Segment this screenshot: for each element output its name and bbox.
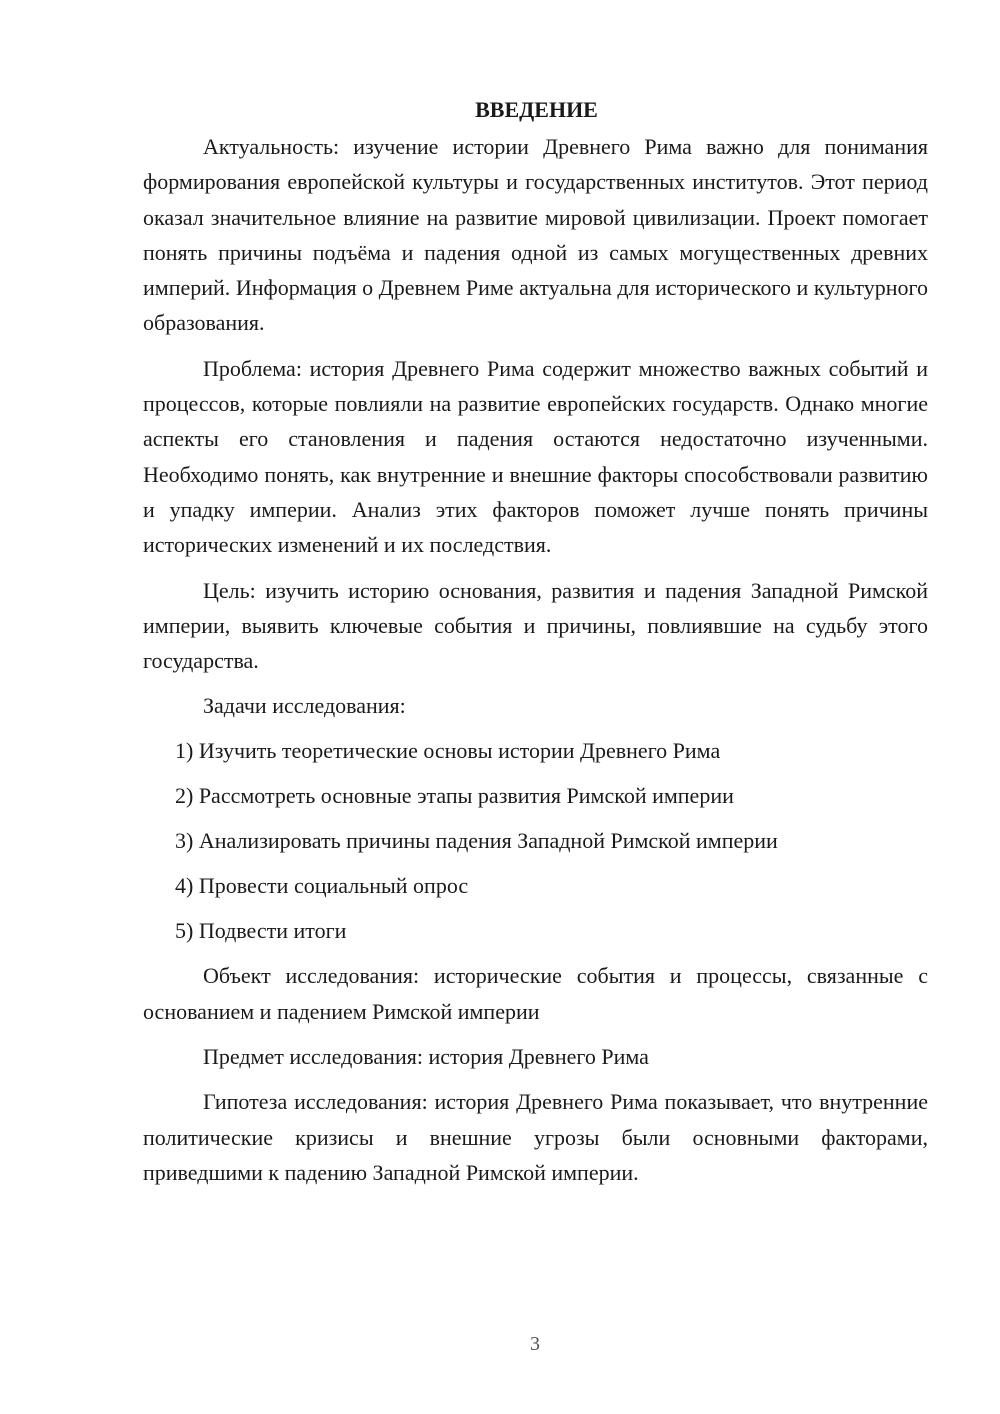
document-title: ВВЕДЕНИЕ	[475, 97, 598, 122]
paragraph-goal: Цель: изучить историю основания, развития и падения Западной Римской империи, выявить ключевые события и причины, повлиявшие на судьбу этого государства.	[143, 577, 928, 674]
document-page	[143, 92, 928, 1200]
list-item: 3) Анализировать причины падения Западной Римской империи	[175, 828, 778, 854]
list-item: 4) Провести социальный опрос	[175, 873, 469, 899]
list-item: 2) Рассмотреть основные этапы развития Римской империи	[175, 783, 734, 809]
paragraph-problem: Проблема: история Древнего Рима содержит множество важных событий и процессов, которые повлияли на развитие европейских государств. Однако многие аспекты его становления и падения остаются недостаточно изученными. Необходимо понять, как внутренние и внешние факторы способствовали развитию и упадку империи. Анализ этих факторов поможет лучше понять причины исторических изменений и их последствия.	[143, 355, 928, 558]
paragraph-relevance: Актуальность: изучение истории Древнего Рима важно для понимания формирования европейской культуры и государственных институтов. Этот период оказал значительное влияние на развитие мировой цивилизации. Проект помогает понять причины подъёма и падения одной из самых могущественных древних империй. Информация о Древнем Риме актуальна для исторического и культурного образования.	[143, 134, 928, 336]
list-item: 5) Подвести итоги	[175, 918, 347, 944]
page-number: 3	[530, 1333, 540, 1355]
paragraph-object: Объект исследования: исторические события и процессы, связанные с основанием и падением Римской империи	[143, 963, 928, 1024]
paragraph-hypothesis: Гипотеза исследования: история Древнего Рима показывает, что внутренние политические кризисы и внешние угрозы были основными факторами, приведшими к падению Западной Римской империи.	[143, 1089, 928, 1185]
paragraph-subject: Предмет исследования: история Древнего Рима	[203, 1044, 649, 1070]
tasks-list	[143, 733, 928, 948]
list-item: 1) Изучить теоретические основы истории Древнего Рима	[175, 738, 721, 764]
tasks-intro: Задачи исследования:	[203, 693, 406, 719]
